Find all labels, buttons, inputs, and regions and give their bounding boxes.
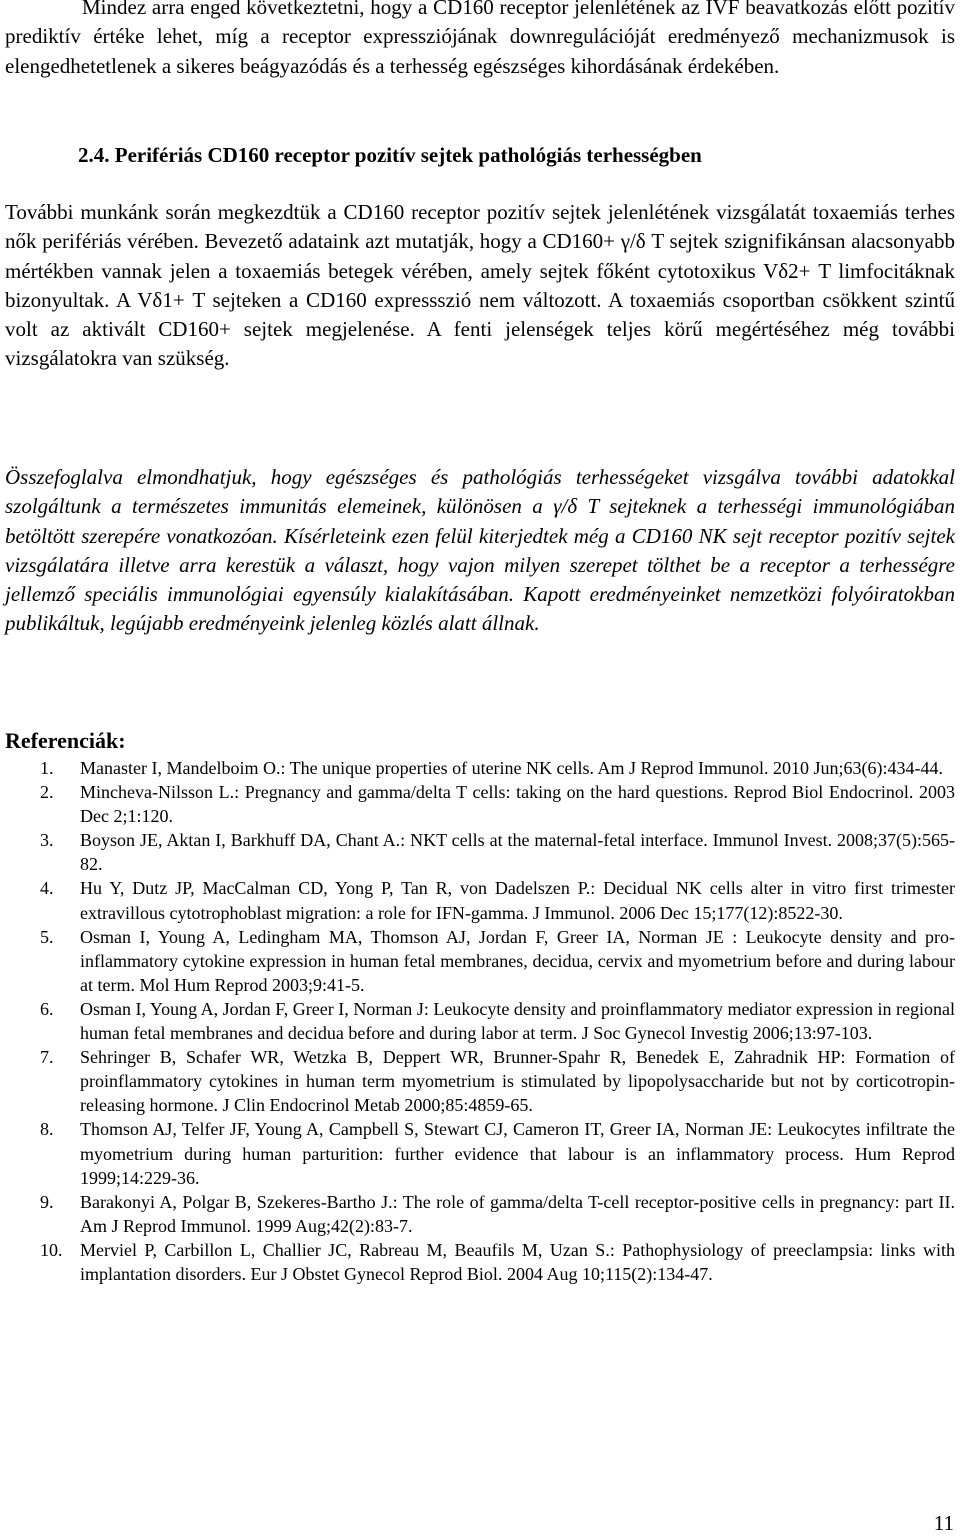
reference-text: Osman I, Young A, Jordan F, Greer I, Norman J: Leukocyte density and proinflammatory mediator expression in regional human fetal membranes and decidua before and during labor at term. J Soc Gynecol Investig 2006;13:97-103. [80,998,955,1044]
reference-number: 9. [40,1191,54,1212]
section-heading: 2.4. Perifériás CD160 receptor pozitív sejtek pathológiás terhességben [78,143,702,167]
reference-text: Sehringer B, Schafer WR, Wetzka B, Deppert WR, Brunner-Spahr R, Benedek E, Zahradnik HP: Formation of proinflammatory cytokines in human term myometrium is stimulated by lipopolysaccharide but not by corticotropin-releasing hormone. J Clin Endocrinol Metab 2000;85:4859-65. [80,1047,955,1116]
reference-item [0,780,955,828]
reference-number: 10. [40,1239,63,1260]
reference-number: 3. [40,830,54,851]
reference-list [0,756,955,1286]
reference-item [0,1238,955,1286]
reference-item [0,828,955,876]
reference-text: Hu Y, Dutz JP, MacCalman CD, Yong P, Tan R, von Dadelszen P.: Decidual NK cells alter in vitro first trimester extravillous cytotrophoblast migration: a role for IFN-gamma. J Immunol. 2006 Dec 15;177(12):8522-30. [80,878,955,923]
reference-text: Thomson AJ, Telfer JF, Young A, Campbell S, Stewart CJ, Cameron IT, Greer IA, Norman JE: Leukocytes infiltrate the myometrium during human parturition: further evidence that labour is an inflammatory process. Hum Reprod 1999;14:229-36. [80,1119,955,1188]
intro-paragraph: Mindez arra enged következtetni, hogy a CD160 receptor jelenlétének az IVF beavatkozás előtt pozitív prediktív értéke lehet, míg a receptor expressziójának downregulációját eredményező mechanizmusok is elengedhetetlenek a sikeres beágyazódás és a terhesség egészséges kihordásának érdekében. [5,0,955,78]
reference-text: Osman I, Young A, Ledingham MA, Thomson AJ, Jordan F, Greer IA, Norman JE : Leukocyte density and pro-inflammatory cytokine expression in human fetal membranes, decidua, cervix and myometrium before and during labour at term. Mol Hum Reprod 2003;9:41-5. [80,926,955,995]
reference-item [0,756,955,780]
reference-item [0,1117,955,1189]
reference-text: Manaster I, Mandelboim O.: The unique properties of uterine NK cells. Am J Reprod Immunol. 2010 Jun;63(6):434-44. [80,758,944,778]
reference-number: 6. [40,998,54,1019]
page-number: 11 [933,1511,954,1535]
references-heading: Referenciák: [5,728,126,753]
reference-text: Barakonyi A, Polgar B, Szekeres-Bartho J.: The role of gamma/delta T-cell receptor-positive cells in pregnancy: part II. Am J Reprod Immunol. 1999 Aug;42(2):83-7. [80,1191,955,1236]
reference-number: 4. [40,878,54,899]
reference-text: Merviel P, Carbillon L, Challier JC, Rabreau M, Beaufils M, Uzan S.: Pathophysiology of preeclampsia: links with implantation disorders. Eur J Obstet Gynecol Reprod Biol. 2004 Aug 10;115(2):134-47. [80,1239,955,1284]
reference-number: 1. [40,758,54,778]
reference-item [0,876,955,924]
reference-item [0,925,955,997]
reference-item [0,1190,955,1238]
reference-number: 7. [40,1047,54,1068]
reference-number: 2. [40,782,54,803]
reference-item [0,997,955,1045]
reference-text: Boyson JE, Aktan I, Barkhuff DA, Chant A.: NKT cells at the maternal-fetal interface. Immunol Invest. 2008;37(5):565-82. [80,830,955,875]
reference-item [0,1045,955,1117]
reference-number: 8. [40,1119,54,1140]
body-paragraph: További munkánk során megkezdtük a CD160 receptor pozitív sejtek jelenlétének vizsgálatát toxaemiás terhes nők perifériás vérében. Bevezető adataink azt mutatják, hogy a CD160+ γ/δ T sejtek szignifikánsan alacsonyabb mértékben vannak jelen a toxaemiás betegek vérében, amely sejtek főként cytotoxikus Vδ2+ T limfocitáknak bizonyultak. A Vδ1+ T sejteken a CD160 expressszió nem változott. A toxaemiás csoportban csökkent szintű volt az aktivált CD160+ sejtek megjelenése. A fenti jelenségek teljes körű megértéséhez még további vizsgálatokra van szükség. [5,200,955,371]
reference-text: Mincheva-Nilsson L.: Pregnancy and gamma/delta T cells: taking on the hard questions. Reprod Biol Endocrinol. 2003 Dec 2;1:120. [80,782,955,827]
summary-paragraph: Összefoglalva elmondhatjuk, hogy egészséges és pathológiás terhességeket vizsgálva további adatokkal szolgáltunk a természetes immunitás elemeinek, különösen a γ/δ T sejteknek a terhességi immunológiában betöltött szerepére vonatkozóan. Kísérleteink ezen felül kiterjedtek még a CD160 NK sejt receptor pozitív sejtek vizsgálatára illetve arra kerestük a választ, hogy vajon milyen szerepet tölthet be a receptor a terhességre jellemző speciális immunológiai egyensúly kialakításában. Kapott eredményeinket nemzetközi folyóiratokban publikáltuk, legújabb eredményeink jelenleg közlés alatt állnak. [5,465,955,636]
reference-number: 5. [40,926,54,947]
